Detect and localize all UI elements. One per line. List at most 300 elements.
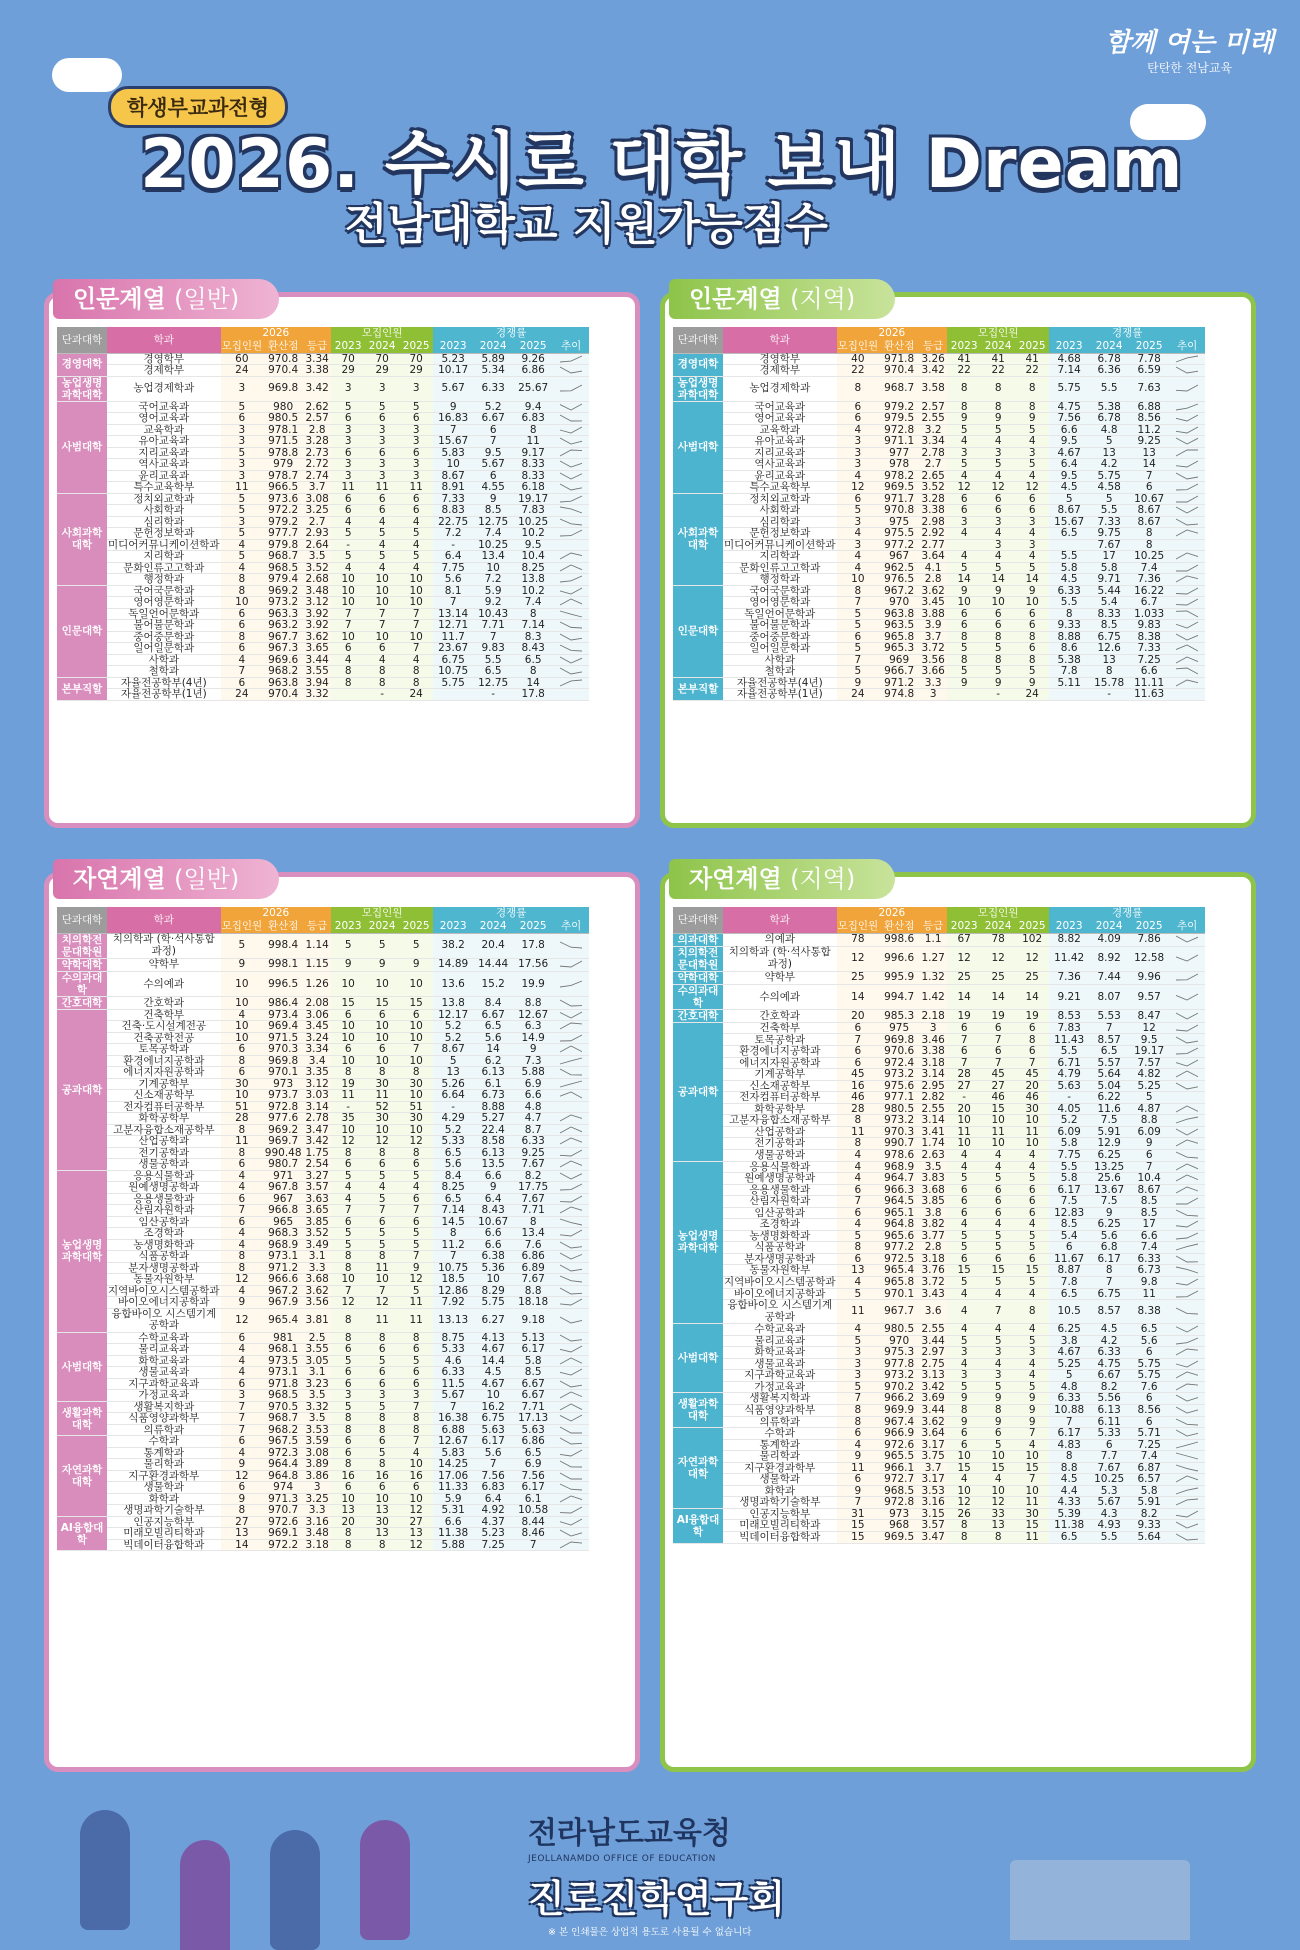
value-cell: 5 bbox=[1049, 1370, 1089, 1382]
value-cell: 12.17 bbox=[433, 1009, 473, 1021]
value-cell: 990.7 bbox=[879, 1138, 919, 1150]
value-cell: 6 bbox=[837, 1428, 880, 1440]
value-cell: 6.4 bbox=[473, 1493, 513, 1505]
value-cell: 6.57 bbox=[1129, 1474, 1169, 1486]
value-cell: 6.6 bbox=[433, 1516, 473, 1528]
value-cell: 2.78 bbox=[919, 447, 947, 459]
value-cell: 3 bbox=[947, 1370, 981, 1382]
value-cell: 8 bbox=[331, 666, 365, 678]
trend-cell bbox=[1169, 365, 1205, 377]
college-cell: 사회과학대학 bbox=[57, 493, 107, 585]
trend-sparkline bbox=[558, 1414, 584, 1422]
trend-sparkline bbox=[1174, 1452, 1200, 1460]
value-cell: 6 bbox=[221, 1216, 264, 1228]
value-cell: 5 bbox=[1015, 1381, 1049, 1393]
trend-cell bbox=[1169, 1092, 1205, 1104]
trend-cell bbox=[1169, 470, 1205, 482]
trend-cell bbox=[553, 1078, 589, 1090]
value-cell: 6 bbox=[331, 1009, 365, 1021]
dept-cell: 경영학부 bbox=[107, 353, 221, 365]
dept-cell: 경제학부 bbox=[723, 365, 837, 377]
value-cell: 6 bbox=[981, 493, 1015, 505]
value-cell: 10 bbox=[331, 1032, 365, 1044]
value-cell: 3.46 bbox=[919, 1034, 947, 1046]
value-cell: 4.75 bbox=[1089, 1358, 1129, 1370]
value-cell: 8.92 bbox=[1089, 946, 1129, 971]
value-cell: 5 bbox=[947, 1242, 981, 1254]
value-cell: 6 bbox=[1015, 505, 1049, 517]
value-cell: 3.17 bbox=[919, 1439, 947, 1451]
value-cell: 8 bbox=[837, 1416, 880, 1428]
table-row bbox=[57, 971, 589, 996]
value-cell: 977.2 bbox=[879, 1242, 919, 1254]
value-cell: 973.7 bbox=[263, 1090, 303, 1102]
value-cell: 7.4 bbox=[1129, 562, 1169, 574]
value-cell: 4 bbox=[947, 1288, 981, 1300]
trend-sparkline bbox=[1174, 1105, 1200, 1113]
table-row bbox=[57, 1124, 589, 1136]
value-cell: - bbox=[947, 1092, 981, 1104]
brand-slogan bbox=[1105, 22, 1274, 76]
value-cell: 4.92 bbox=[473, 1505, 513, 1517]
value-cell: 964.8 bbox=[263, 1470, 303, 1482]
trend-sparkline bbox=[558, 1057, 584, 1065]
table-row bbox=[673, 1347, 1205, 1359]
value-cell: 971 bbox=[263, 1170, 303, 1182]
dept-cell: 응용식물학과 bbox=[107, 1170, 221, 1182]
college-cell: 사범대학 bbox=[673, 1324, 723, 1393]
table-row bbox=[673, 1404, 1205, 1416]
value-cell: 8 bbox=[947, 1520, 981, 1532]
trend-cell bbox=[553, 1251, 589, 1263]
value-cell: 6 bbox=[1049, 1242, 1089, 1254]
dept-cell: 일어일문학과 bbox=[723, 643, 837, 655]
value-cell: 2.7 bbox=[303, 516, 331, 528]
table-row bbox=[673, 365, 1205, 377]
dept-cell: 응용생물학과 bbox=[723, 1184, 837, 1196]
value-cell: 6 bbox=[331, 493, 365, 505]
trend-cell bbox=[553, 1390, 589, 1402]
value-cell: 8.5 bbox=[1129, 1207, 1169, 1219]
value-cell: 11.7 bbox=[433, 631, 473, 643]
value-cell: 6 bbox=[399, 413, 433, 425]
trend-cell bbox=[1169, 447, 1205, 459]
table-row bbox=[57, 1413, 589, 1425]
value-cell: 4.2 bbox=[1089, 1335, 1129, 1347]
value-cell: 13.4 bbox=[513, 1228, 553, 1240]
value-cell: 15 bbox=[981, 1462, 1015, 1474]
trend-cell bbox=[553, 620, 589, 632]
col-2025: 2025 bbox=[1129, 340, 1169, 353]
value-cell: 3.52 bbox=[919, 482, 947, 494]
value-cell: 6.33 bbox=[1049, 1393, 1089, 1405]
value-cell: 3 bbox=[919, 1022, 947, 1034]
trend-cell bbox=[1169, 376, 1205, 401]
col-recruit: 모집인원 bbox=[837, 340, 879, 352]
value-cell: 7.56 bbox=[513, 1470, 553, 1482]
value-cell: 10 bbox=[947, 597, 981, 609]
college-cell: 경영대학 bbox=[673, 353, 723, 376]
value-cell: 5 bbox=[1089, 493, 1129, 505]
table-row bbox=[673, 1497, 1205, 1509]
value-cell: 30 bbox=[399, 1078, 433, 1090]
value-cell: 8 bbox=[331, 1332, 365, 1344]
trend-sparkline bbox=[1174, 598, 1200, 606]
col-trend: 추이 bbox=[553, 920, 589, 933]
value-cell: 13.25 bbox=[1089, 1161, 1129, 1173]
value-cell: 966.5 bbox=[263, 482, 303, 494]
value-cell: 9.5 bbox=[473, 447, 513, 459]
value-cell: 38.2 bbox=[433, 933, 473, 958]
trend-sparkline bbox=[558, 941, 584, 949]
value-cell: 7 bbox=[433, 1401, 473, 1413]
value-cell: 11.38 bbox=[433, 1528, 473, 1540]
trend-sparkline bbox=[558, 1334, 584, 1342]
trend-cell bbox=[1169, 933, 1205, 946]
value-cell: 7 bbox=[1015, 1057, 1049, 1069]
col-2024: 2024 bbox=[473, 340, 513, 353]
table-row bbox=[57, 654, 589, 666]
value-cell: 3.32 bbox=[303, 1401, 331, 1413]
value-cell: 5.38 bbox=[1089, 401, 1129, 413]
value-cell: 102 bbox=[1015, 933, 1049, 946]
value-cell: 5.71 bbox=[1129, 1428, 1169, 1440]
value-cell: 973.1 bbox=[263, 1251, 303, 1263]
panel-humanities-general bbox=[44, 285, 640, 828]
value-cell: 4 bbox=[221, 539, 264, 551]
college-cell: 간호대학 bbox=[57, 996, 107, 1009]
value-cell: 11 bbox=[365, 1308, 399, 1332]
value-cell: 8.67 bbox=[1129, 516, 1169, 528]
value-cell: 8 bbox=[365, 1251, 399, 1263]
trend-sparkline bbox=[558, 1206, 584, 1214]
trend-cell bbox=[1169, 1532, 1205, 1544]
value-cell: 11 bbox=[331, 1090, 365, 1102]
value-cell: 3 bbox=[365, 436, 399, 448]
value-cell: 6 bbox=[837, 1253, 880, 1265]
value-cell: 6 bbox=[399, 1216, 433, 1228]
value-cell: 4 bbox=[331, 1193, 365, 1205]
panel-title bbox=[53, 859, 279, 899]
value-cell: 14.25 bbox=[433, 1459, 473, 1471]
value-cell: 3.44 bbox=[303, 654, 331, 666]
value-cell: - bbox=[433, 1101, 473, 1113]
value-cell: 10 bbox=[365, 1274, 399, 1286]
value-cell: 4 bbox=[1015, 1149, 1049, 1161]
value-cell: 966.1 bbox=[879, 1462, 919, 1474]
trend-cell bbox=[553, 1436, 589, 1448]
value-cell: 7.83 bbox=[513, 505, 553, 517]
dept-cell: 지구과학교육과 bbox=[107, 1378, 221, 1390]
dept-cell: 철학과 bbox=[107, 666, 221, 678]
value-cell: 2.97 bbox=[919, 1347, 947, 1359]
table-row bbox=[673, 436, 1205, 448]
value-cell: 3.92 bbox=[303, 620, 331, 632]
trend-cell bbox=[1169, 666, 1205, 678]
value-cell: 2.5 bbox=[303, 1332, 331, 1344]
table-row bbox=[673, 1149, 1205, 1161]
dept-cell: 농생명화학과 bbox=[723, 1230, 837, 1242]
college-cell: 치의학전문대학원 bbox=[673, 946, 723, 971]
college-cell: 본부직할 bbox=[57, 677, 107, 700]
value-cell: 3.3 bbox=[303, 1262, 331, 1274]
value-cell: 4 bbox=[221, 1367, 264, 1379]
value-cell: 4 bbox=[981, 1161, 1015, 1173]
trend-cell bbox=[1169, 1173, 1205, 1185]
value-cell: 8.5 bbox=[473, 505, 513, 517]
trend-cell bbox=[1169, 1300, 1205, 1324]
value-cell: 7.7 bbox=[1089, 1451, 1129, 1463]
dept-cell: 미래모빌리티학과 bbox=[723, 1520, 837, 1532]
value-cell: 8 bbox=[221, 585, 264, 597]
value-cell: 3.14 bbox=[303, 1101, 331, 1113]
value-cell: 10 bbox=[365, 1055, 399, 1067]
trend-sparkline bbox=[558, 1541, 584, 1549]
value-cell: 6 bbox=[837, 1184, 880, 1196]
value-cell: 16 bbox=[331, 1470, 365, 1482]
value-cell: 5.38 bbox=[1049, 654, 1089, 666]
value-cell: 12 bbox=[365, 1136, 399, 1148]
value-cell: 2.7 bbox=[919, 459, 947, 471]
table-row bbox=[673, 1335, 1205, 1347]
dept-cell: 독일언어문학과 bbox=[723, 608, 837, 620]
value-cell: 4 bbox=[331, 1182, 365, 1194]
value-cell: 4 bbox=[399, 654, 433, 666]
value-cell: 10 bbox=[1015, 1138, 1049, 1150]
college-cell: 사범대학 bbox=[57, 1332, 107, 1401]
value-cell: 972.8 bbox=[879, 424, 919, 436]
value-cell: 10 bbox=[365, 1021, 399, 1033]
value-cell: 2.72 bbox=[303, 459, 331, 471]
trend-sparkline bbox=[558, 999, 584, 1007]
value-cell: 10.25 bbox=[1129, 551, 1169, 563]
value-cell: 15 bbox=[947, 1265, 981, 1277]
value-cell: 10 bbox=[331, 574, 365, 586]
value-cell: 5 bbox=[947, 1381, 981, 1393]
value-cell: 8.6 bbox=[1049, 643, 1089, 655]
trend-sparkline bbox=[558, 1034, 584, 1042]
value-cell: 11 bbox=[365, 1090, 399, 1102]
value-cell: - bbox=[981, 689, 1015, 701]
trend-sparkline bbox=[1174, 1290, 1200, 1298]
value-cell: 20.4 bbox=[473, 933, 513, 958]
value-cell: 4 bbox=[1015, 1288, 1049, 1300]
value-cell: 12 bbox=[1015, 482, 1049, 494]
trend-cell bbox=[1169, 1207, 1205, 1219]
table-row bbox=[57, 482, 589, 494]
value-cell: 6.75 bbox=[473, 1413, 513, 1425]
dept-cell: 산림자원학과 bbox=[723, 1196, 837, 1208]
col-2024: 2024 bbox=[981, 340, 1015, 353]
value-cell: 2.55 bbox=[919, 413, 947, 425]
value-cell: 9.83 bbox=[1129, 620, 1169, 632]
value-cell: 3.26 bbox=[919, 353, 947, 365]
value-cell: 8.58 bbox=[473, 1136, 513, 1148]
value-cell: 7.71 bbox=[513, 1205, 553, 1217]
value-cell: 28 bbox=[947, 1069, 981, 1081]
value-cell: - bbox=[331, 539, 365, 551]
trend-cell bbox=[1169, 424, 1205, 436]
trend-sparkline bbox=[558, 483, 584, 491]
value-cell: 10 bbox=[399, 597, 433, 609]
org-name-en: JEOLLANAMDO OFFICE OF EDUCATION bbox=[528, 1854, 716, 1864]
value-cell: 8.44 bbox=[513, 1516, 553, 1528]
dept-cell: 화학공학부 bbox=[107, 1113, 221, 1125]
value-cell: 4 bbox=[1015, 1439, 1049, 1451]
value-cell: 4.6 bbox=[433, 1355, 473, 1367]
value-cell bbox=[1049, 539, 1089, 551]
value-cell: 3 bbox=[1015, 447, 1049, 459]
value-cell: 6 bbox=[221, 1436, 264, 1448]
value-cell: 6 bbox=[221, 1332, 264, 1344]
trend-sparkline bbox=[1174, 1394, 1200, 1402]
trend-sparkline bbox=[558, 1080, 584, 1088]
value-cell: 3.3 bbox=[919, 677, 947, 689]
value-cell: 8 bbox=[981, 631, 1015, 643]
value-cell: 3.34 bbox=[919, 436, 947, 448]
value-cell: 6.18 bbox=[513, 482, 553, 494]
value-cell: 2.8 bbox=[919, 1242, 947, 1254]
trend-sparkline bbox=[1174, 1383, 1200, 1391]
value-cell: 8.33 bbox=[513, 459, 553, 471]
value-cell: 11 bbox=[399, 1297, 433, 1309]
value-cell: 12 bbox=[221, 1470, 264, 1482]
dept-cell: 신소재공학부 bbox=[107, 1090, 221, 1102]
value-cell: 5 bbox=[365, 551, 399, 563]
value-cell: 3 bbox=[331, 436, 365, 448]
value-cell: 8 bbox=[365, 1539, 399, 1551]
value-cell: 6.13 bbox=[1089, 1404, 1129, 1416]
value-cell: 10 bbox=[221, 1032, 264, 1044]
value-cell: 972.8 bbox=[263, 1101, 303, 1113]
value-cell: 3 bbox=[399, 459, 433, 471]
value-cell: 6 bbox=[331, 1378, 365, 1390]
college-cell: 간호대학 bbox=[673, 1009, 723, 1022]
value-cell: 6.6 bbox=[1129, 1230, 1169, 1242]
trend-sparkline bbox=[1174, 518, 1200, 526]
value-cell: 12.58 bbox=[1129, 946, 1169, 971]
dept-cell: 간호학과 bbox=[723, 1009, 837, 1022]
value-cell: 5 bbox=[331, 1170, 365, 1182]
value-cell bbox=[331, 689, 365, 701]
table-row bbox=[673, 946, 1205, 971]
value-cell: 6 bbox=[1015, 1184, 1049, 1196]
col-trend: 추이 bbox=[1169, 920, 1205, 933]
value-cell: 5.3 bbox=[1089, 1485, 1129, 1497]
dept-cell: 산업공학과 bbox=[107, 1136, 221, 1148]
value-cell: 4.29 bbox=[433, 1113, 473, 1125]
value-cell: 2.92 bbox=[919, 528, 947, 540]
value-cell: 3.58 bbox=[919, 376, 947, 401]
value-cell: 7.86 bbox=[1129, 933, 1169, 946]
value-cell: 5.75 bbox=[1049, 376, 1089, 401]
value-cell: 971.1 bbox=[879, 436, 919, 448]
value-cell: 7 bbox=[399, 1251, 433, 1263]
value-cell: 6 bbox=[837, 1207, 880, 1219]
table-row bbox=[673, 643, 1205, 655]
value-cell: 3 bbox=[331, 470, 365, 482]
value-cell: 972.3 bbox=[263, 1447, 303, 1459]
value-cell: 6 bbox=[221, 620, 264, 632]
table-row bbox=[673, 1080, 1205, 1092]
dept-cell: 동물자원학부 bbox=[723, 1265, 837, 1277]
value-cell: 3 bbox=[365, 424, 399, 436]
table-row bbox=[673, 401, 1205, 413]
value-cell: 4.67 bbox=[1049, 447, 1089, 459]
dept-cell: 불어불문학과 bbox=[107, 620, 221, 632]
value-cell: 9 bbox=[947, 1416, 981, 1428]
table-row bbox=[673, 1022, 1205, 1034]
value-cell: 12.86 bbox=[433, 1285, 473, 1297]
trend-sparkline bbox=[558, 552, 584, 560]
value-cell: 5.5 bbox=[1049, 551, 1089, 563]
value-cell: 5.04 bbox=[1089, 1080, 1129, 1092]
value-cell: 7 bbox=[947, 1034, 981, 1046]
value-cell: 4 bbox=[1015, 528, 1049, 540]
value-cell: 9.57 bbox=[1129, 984, 1169, 1009]
student-illustration-icon bbox=[80, 1810, 130, 1930]
value-cell: 4 bbox=[947, 1300, 981, 1324]
value-cell: 3.72 bbox=[919, 1276, 947, 1288]
value-cell: 3.69 bbox=[919, 1393, 947, 1405]
value-cell: 970.5 bbox=[263, 1401, 303, 1413]
dept-cell: 식품공학과 bbox=[107, 1251, 221, 1263]
trend-sparkline bbox=[558, 1449, 584, 1457]
dept-cell: 건축공학전공 bbox=[107, 1032, 221, 1044]
dept-cell: 에너지자원공학과 bbox=[107, 1067, 221, 1079]
value-cell: 3.24 bbox=[303, 1032, 331, 1044]
value-cell: 8 bbox=[221, 1505, 264, 1517]
trend-cell bbox=[553, 1459, 589, 1471]
dept-cell: 수의예과 bbox=[723, 984, 837, 1009]
value-cell: 6.22 bbox=[1089, 1092, 1129, 1104]
value-cell: 3.86 bbox=[303, 1470, 331, 1482]
value-cell: 5 bbox=[331, 1239, 365, 1251]
dept-cell: 수학과 bbox=[107, 1436, 221, 1448]
dept-cell: 생물학과 bbox=[107, 1482, 221, 1494]
value-cell: 8 bbox=[365, 677, 399, 689]
value-cell: 11.6 bbox=[1089, 1103, 1129, 1115]
trend-sparkline bbox=[558, 598, 584, 606]
value-cell: 8 bbox=[365, 1413, 399, 1425]
table-row bbox=[673, 971, 1205, 984]
value-cell: 7 bbox=[1129, 470, 1169, 482]
value-cell: 968.1 bbox=[263, 1344, 303, 1356]
value-cell: 4 bbox=[365, 516, 399, 528]
trend-sparkline bbox=[558, 1380, 584, 1388]
value-cell: 964.4 bbox=[263, 1459, 303, 1471]
value-cell: 22 bbox=[947, 365, 981, 377]
value-cell: 4 bbox=[947, 436, 981, 448]
value-cell: 972.8 bbox=[879, 1497, 919, 1509]
value-cell: 990.48 bbox=[264, 1146, 302, 1159]
college-cell: 농업생명과학대학 bbox=[673, 376, 723, 401]
value-cell: 5 bbox=[981, 424, 1015, 436]
table-row bbox=[57, 643, 589, 655]
value-cell: 5 bbox=[1015, 1173, 1049, 1185]
dept-cell: 일어일문학과 bbox=[107, 643, 221, 655]
value-cell: 9 bbox=[1089, 1207, 1129, 1219]
value-cell: 8 bbox=[331, 1262, 365, 1274]
value-cell: 8 bbox=[221, 631, 264, 643]
value-cell: 6.59 bbox=[1129, 365, 1169, 377]
value-cell: 7 bbox=[1015, 1474, 1049, 1486]
value-cell: 3 bbox=[837, 436, 880, 448]
value-cell: 4.67 bbox=[1049, 1347, 1089, 1359]
value-cell: 10 bbox=[365, 1493, 399, 1505]
table-row bbox=[57, 1136, 589, 1148]
value-cell: 964.7 bbox=[879, 1173, 919, 1185]
